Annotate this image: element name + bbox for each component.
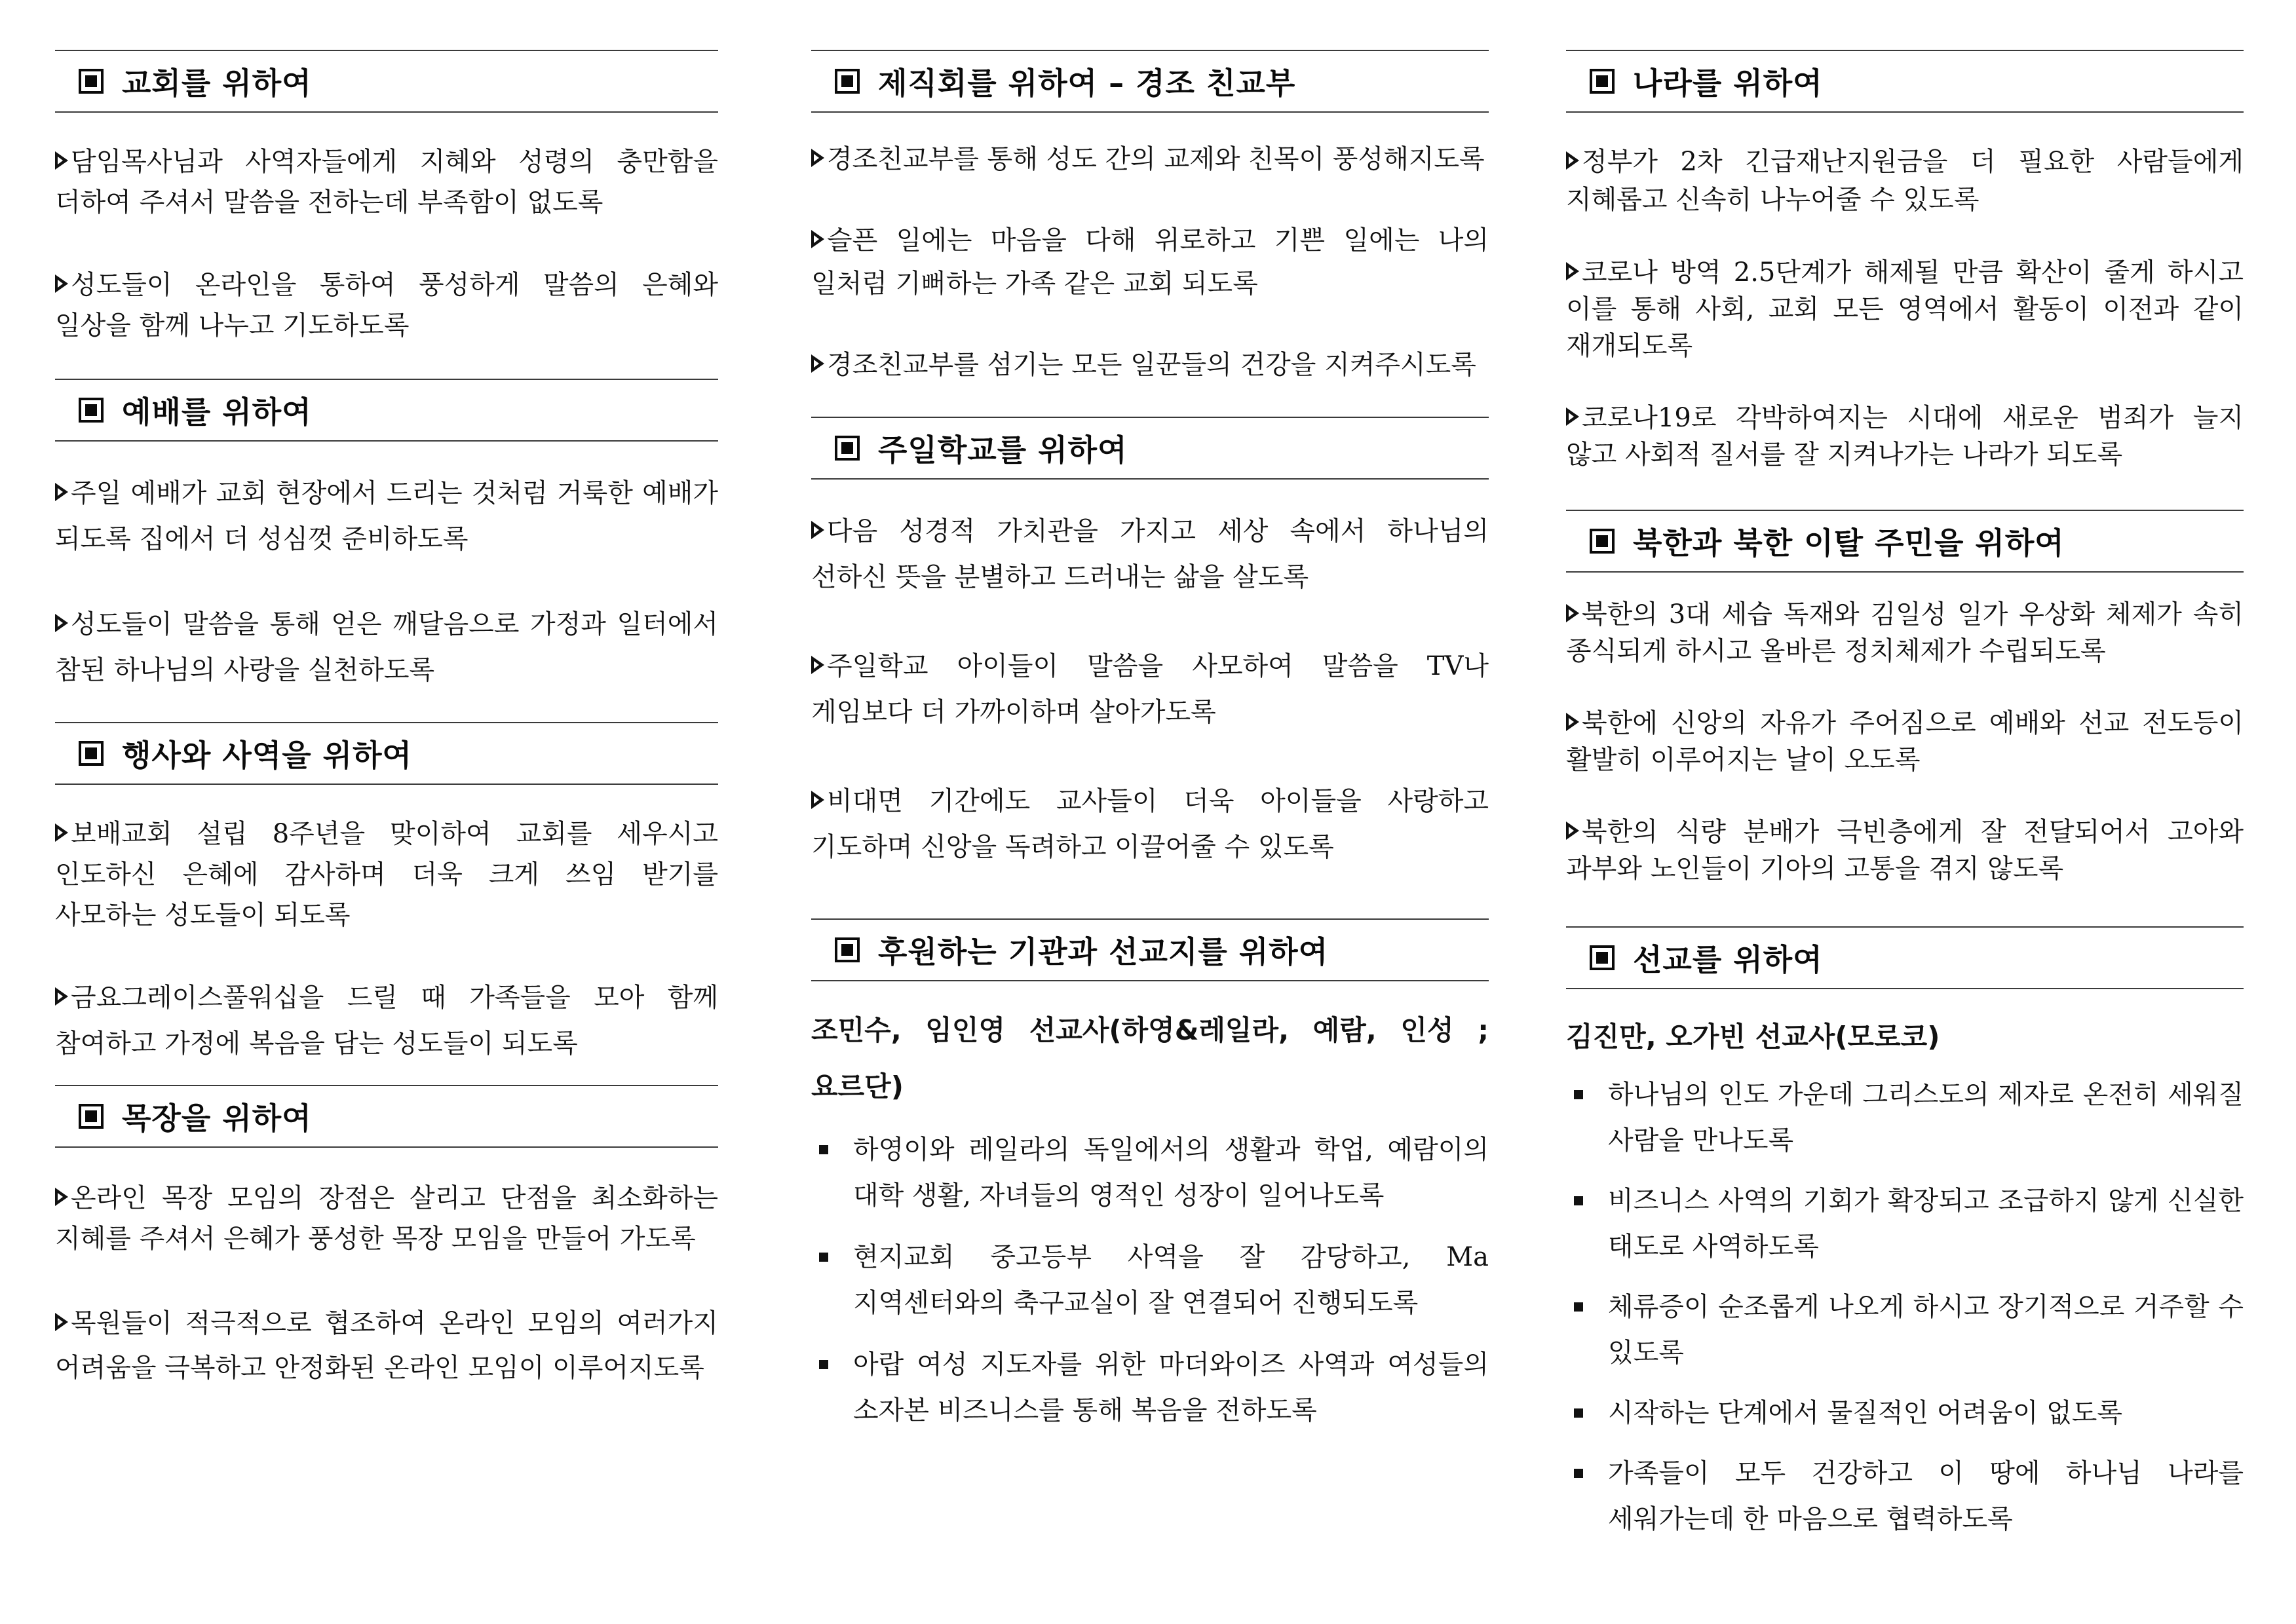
small-square-bullet-icon	[1574, 1302, 1583, 1312]
triangle-bullet-icon	[811, 149, 824, 167]
triangle-bullet-icon	[811, 656, 824, 674]
prayer-item: 목원들이 적극적으로 협조하여 온라인 모임의 여러가지 어려움을 극복하고 안정화된 온라인 모임이 이루어지도록	[55, 1308, 718, 1383]
prayer-item: 성도들이 말씀을 통해 얻은 깨달음으로 가정과 일터에서 참된 하나님의 사랑을 실천하도록	[55, 609, 718, 685]
triangle-bullet-icon	[55, 483, 68, 501]
section-title: 제직회를 위하여 – 경조 친교부	[878, 66, 1296, 101]
triangle-bullet-icon	[811, 354, 824, 373]
section-north-korea-header	[1566, 510, 2244, 573]
prayer-item: 주일 예배가 교회 현장에서 드리는 것처럼 거룩한 예배가 되도록 집에서 더 성심껏 준비하도록	[55, 478, 718, 554]
section-nation-header	[1566, 50, 2244, 113]
prayer-item: 온라인 목장 모임의 장점은 살리고 단점을 최소화하는 지혜를 주셔서 은혜가 풍성한 목장 모임을 만들어 가도록	[55, 1183, 718, 1254]
section-title: 후원하는 기관과 선교지를 위하여	[878, 934, 1329, 970]
prayer-item: 경조친교부를 통해 성도 간의 교제와 친목이 풍성해지도록	[811, 139, 1489, 179]
missionary-name: 김진만, 오가빈 선교사(모로코)	[1566, 1021, 1940, 1053]
small-square-bullet-icon	[819, 1145, 828, 1154]
prayer-item: 하나님의 인도 가운데 그리스도의 제자로 온전히 세워질 사람을 만나도록	[1566, 1072, 2244, 1163]
prayer-column-3	[1566, 50, 2244, 1542]
section-mission-header	[1566, 926, 2244, 989]
triangle-bullet-icon	[55, 987, 68, 1006]
missionary-name: 조민수, 임인영 선교사(하영&레일라, 예람, 인성 ; 요르단)	[811, 1014, 1489, 1103]
triangle-bullet-icon	[55, 823, 68, 842]
section-title: 나라를 위하여	[1633, 66, 1823, 101]
prayer-item: 보배교회 설립 8주년을 맞이하여 교회를 세우시고 인도하신 은혜에 감사하며 더욱 크게 쓰임 받기를 사모하는 성도들이 되도록	[55, 819, 718, 930]
square-bullet-icon	[79, 741, 104, 766]
section-worship-header	[55, 379, 718, 442]
small-square-bullet-icon	[1574, 1196, 1583, 1205]
triangle-bullet-icon	[811, 230, 824, 248]
triangle-bullet-icon	[1566, 604, 1579, 622]
section-title: 목장을 위하여	[122, 1101, 312, 1136]
square-bullet-icon	[1590, 69, 1615, 94]
square-bullet-icon	[79, 398, 104, 423]
square-bullet-icon	[1590, 529, 1615, 554]
prayer-item: 비대면 기간에도 교사들이 더욱 아이들을 사랑하고 기도하며 신앙을 독려하고 이끌어줄 수 있도록	[811, 786, 1489, 862]
prayer-item: 다음 성경적 가치관을 가지고 세상 속에서 하나님의 선하신 뜻을 분별하고 드러내는 삶을 살도록	[811, 516, 1489, 592]
prayer-column-2	[811, 50, 1489, 1433]
section-church-header	[55, 50, 718, 113]
square-bullet-icon	[79, 69, 104, 94]
triangle-bullet-icon	[1566, 713, 1579, 731]
triangle-bullet-icon	[55, 614, 68, 632]
section-title: 교회를 위하여	[122, 66, 312, 101]
prayer-item: 체류증이 순조롭게 나오게 하시고 장기적으로 거주할 수 있도록	[1566, 1284, 2244, 1376]
prayer-item: 담임목사님과 사역자들에게 지혜와 성령의 충만함을 더하여 주셔서 말씀을 전하는데 부족함이 없도록	[55, 147, 718, 217]
section-title: 북한과 북한 이탈 주민을 위하여	[1633, 525, 2065, 561]
prayer-item: 코로나19로 각박하여지는 시대에 새로운 범죄가 늘지 않고 사회적 질서를 잘 지켜나가는 나라가 되도록	[1566, 403, 2244, 470]
prayer-item: 하영이와 레일라의 독일에서의 생활과 학업, 예람이의 대학 생활, 자녀들의 영적인 성장이 일어나도록	[811, 1127, 1489, 1218]
prayer-item: 북한의 3대 세습 독재와 김일성 일가 우상화 체제가 속히 종식되게 하시고 올바른 정치체제가 수립되도록	[1566, 599, 2244, 666]
square-bullet-icon	[835, 69, 860, 94]
prayer-item: 금요그레이스풀워십을 드릴 때 가족들을 모아 함께 참여하고 가정에 복음을 담는 성도들이 되도록	[55, 983, 718, 1059]
small-square-bullet-icon	[1574, 1469, 1583, 1478]
triangle-bullet-icon	[55, 1188, 68, 1206]
prayer-item: 경조친교부를 섬기는 모든 일꾼들의 건강을 지켜주시도록	[811, 345, 1489, 385]
triangle-bullet-icon	[1566, 821, 1579, 840]
triangle-bullet-icon	[1566, 151, 1579, 170]
prayer-item: 가족들이 모두 건강하고 이 땅에 하나님 나라를 세워가는데 한 마음으로 협력하도록	[1566, 1450, 2244, 1542]
prayer-item: 슬픈 일에는 마음을 다해 위로하고 기쁜 일에는 나의 일처럼 기뻐하는 가족 같은 교회 되도록	[811, 225, 1489, 299]
triangle-bullet-icon	[55, 151, 68, 170]
section-deacons-header	[811, 50, 1489, 113]
section-title: 주일학교를 위하여	[878, 432, 1128, 468]
triangle-bullet-icon	[55, 1313, 68, 1331]
section-sunday-school-header	[811, 417, 1489, 480]
prayer-column-1	[55, 50, 718, 1390]
section-title: 선교를 위하여	[1633, 942, 1823, 977]
section-title: 행사와 사역을 위하여	[122, 738, 412, 773]
prayer-item: 비즈니스 사역의 기회가 확장되고 조급하지 않게 신실한 태도로 사역하도록	[1566, 1178, 2244, 1270]
prayer-item: 코로나 방역 2.5단계가 해제될 만큼 확산이 줄게 하시고 이를 통해 사회, 교회 모든 영역에서 활동이 이전과 같이 재개되도록	[1566, 257, 2244, 361]
section-supported-header	[811, 918, 1489, 981]
small-square-bullet-icon	[819, 1253, 828, 1262]
square-bullet-icon	[79, 1104, 104, 1129]
prayer-item: 현지교회 중고등부 사역을 잘 감당하고, Ma 지역센터와의 축구교실이 잘 연결되어 진행되도록	[811, 1234, 1489, 1326]
triangle-bullet-icon	[811, 521, 824, 539]
small-square-bullet-icon	[819, 1360, 828, 1369]
section-cell-header	[55, 1085, 718, 1148]
small-square-bullet-icon	[1574, 1090, 1583, 1099]
small-square-bullet-icon	[1574, 1408, 1583, 1418]
prayer-item: 주일학교 아이들이 말씀을 사모하여 말씀을 TV나 게임보다 더 가까이하며 살아가도록	[811, 651, 1489, 727]
square-bullet-icon	[835, 436, 860, 461]
triangle-bullet-icon	[1566, 407, 1579, 426]
prayer-item: 북한의 식량 분배가 극빈층에게 잘 전달되어서 고아와 과부와 노인들이 기아의 고통을 겪지 않도록	[1566, 817, 2244, 884]
prayer-item: 아랍 여성 지도자를 위한 마더와이즈 사역과 여성들의 소자본 비즈니스를 통해 복음을 전하도록	[811, 1342, 1489, 1433]
prayer-item: 정부가 2차 긴급재난지원금을 더 필요한 사람들에게 지혜롭고 신속히 나누어줄 수 있도록	[1566, 147, 2244, 215]
triangle-bullet-icon	[55, 274, 68, 293]
triangle-bullet-icon	[811, 791, 824, 809]
section-title: 예배를 위하여	[122, 394, 312, 430]
triangle-bullet-icon	[1566, 262, 1579, 280]
section-events-header	[55, 722, 718, 785]
prayer-item: 성도들이 온라인을 통하여 풍성하게 말씀의 은혜와 일상을 함께 나누고 기도하도록	[55, 270, 718, 341]
prayer-item: 시작하는 단계에서 물질적인 어려움이 없도록	[1566, 1390, 2244, 1436]
square-bullet-icon	[1590, 945, 1615, 970]
square-bullet-icon	[835, 937, 860, 962]
prayer-item: 북한에 신앙의 자유가 주어짐으로 예배와 선교 전도등이 활발히 이루어지는 날이 오도록	[1566, 708, 2244, 775]
